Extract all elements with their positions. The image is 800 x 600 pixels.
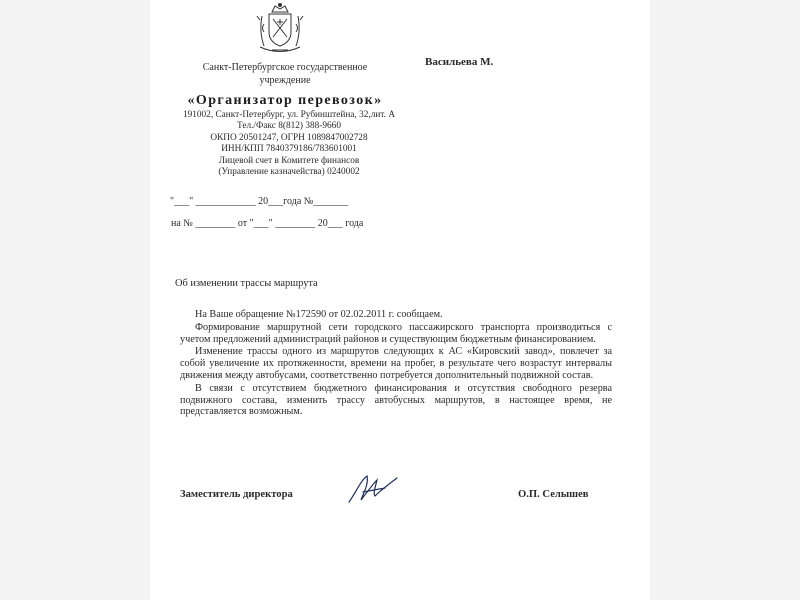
org-okpo: ОКПО 20501247, ОГРН 1089847002728 [210, 132, 368, 143]
body-paragraph: Формирование маршрутной сети городского пассажирского транспорта производиться с учетом предложений администраций районов и существующим бюджетным финансированием. [180, 321, 612, 345]
signatory-title: Заместитель директора [180, 489, 293, 500]
registration-reference-line: на № ________ от "___" ________ 20___ года [171, 218, 364, 229]
org-account: (Управление казначейства) 0240002 [218, 167, 360, 178]
letter-body [180, 309, 612, 419]
organization-name: «Организатор перевозок» [187, 93, 383, 108]
org-account: Лицевой счет в Комитете финансов [218, 155, 360, 166]
body-paragraph: В связи с отсутствием бюджетного финансирования и отсутствия свободного резерва подвижного состава, изменить трассу автобусных маршрутов, в настоящее время, не представляется возможным. [180, 382, 612, 418]
coat-of-arms-icon [250, 2, 310, 60]
signatory-name: О.П. Селышев [518, 489, 589, 500]
org-inn: ИНН/КПП 7840379186/783601001 [221, 144, 357, 155]
body-paragraph: На Ваше обращение №172590 от 02.02.2011 г. сообщаем. [195, 309, 443, 320]
org-type-line: Санкт-Петербургское государственное [202, 62, 368, 73]
org-phone: Тел./Факс 8(812) 388-9660 [237, 121, 341, 132]
organization-header [170, 61, 400, 109]
letter-page [150, 0, 650, 600]
letter-subject: Об изменении трассы маршрута [175, 278, 318, 289]
registration-number-line: "___" ____________ 20___года №_______ [170, 196, 349, 207]
organization-requisites [168, 110, 410, 178]
addressee: Васильева М. [425, 56, 494, 68]
handwritten-signature-icon [345, 470, 405, 506]
org-type-line: учреждение [259, 75, 311, 86]
body-paragraph: Изменение трассы одного из маршрутов следующих к АС «Кировский завод», повлечет за собой увеличение их протяженности, времени на пробег, в результате чего возрастут интервалы движения между автобусами, соответственно потребуется дополнительный подвижной состав. [180, 346, 612, 381]
org-address: 191002, Санкт-Петербург, ул. Рубинштейна, 32,лит. А [182, 110, 396, 120]
